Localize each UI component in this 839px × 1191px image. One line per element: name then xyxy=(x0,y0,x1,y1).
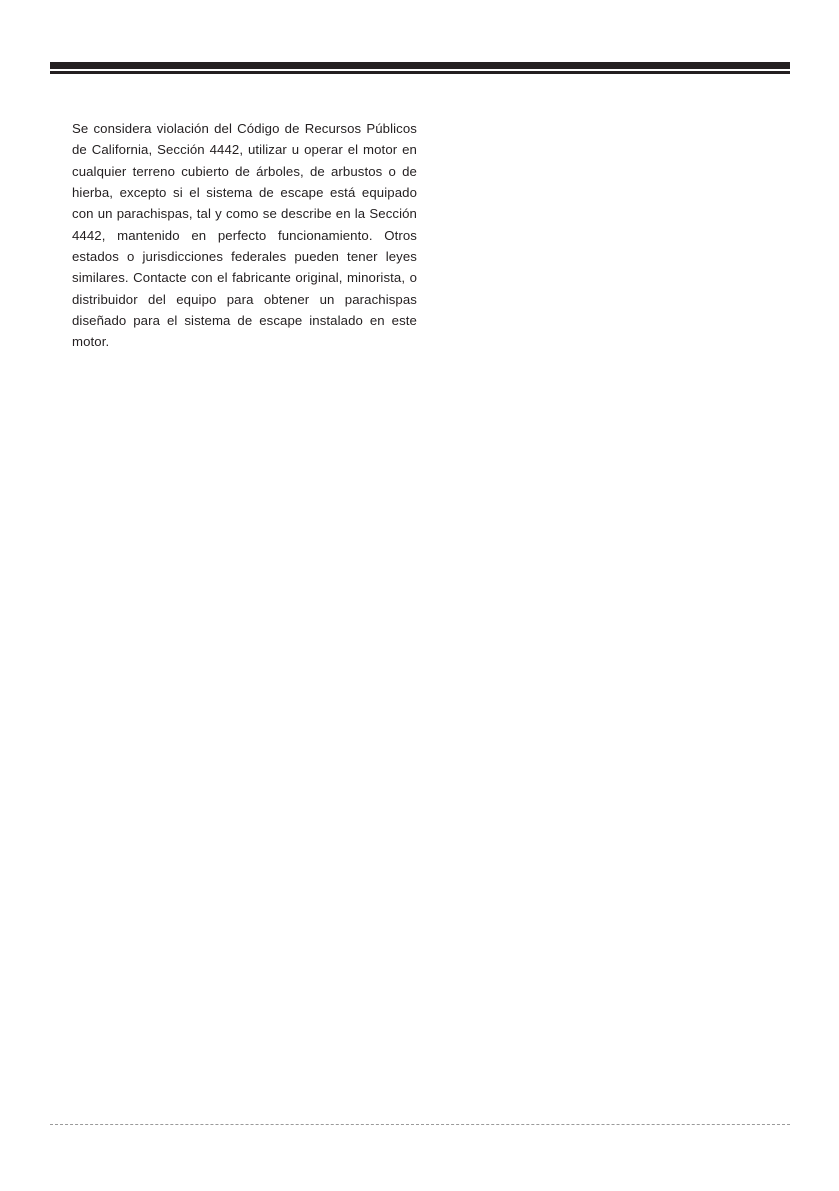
header-rule-thin xyxy=(50,71,790,74)
body-paragraph: Se considera violación del Código de Recursos Públicos de California, Sección 4442, utilizar u operar el motor en cualquier terreno cubierto de árboles, de arbustos o de hierba, excepto si el sistema de escape está equipado con un parachispas, tal y como se describe en la Sección 4442, mantenido en perfecto funcionamiento. Otros estados o jurisdicciones federales pueden tener leyes similares. Contacte con el fabricante original, minorista, o distribuidor del equipo para obtener un parachispas diseñado para el sistema de escape instalado en este motor. xyxy=(72,121,417,350)
header-rule-group xyxy=(50,62,790,74)
header-rule-thick xyxy=(50,62,790,69)
footer-divider xyxy=(50,1124,790,1125)
